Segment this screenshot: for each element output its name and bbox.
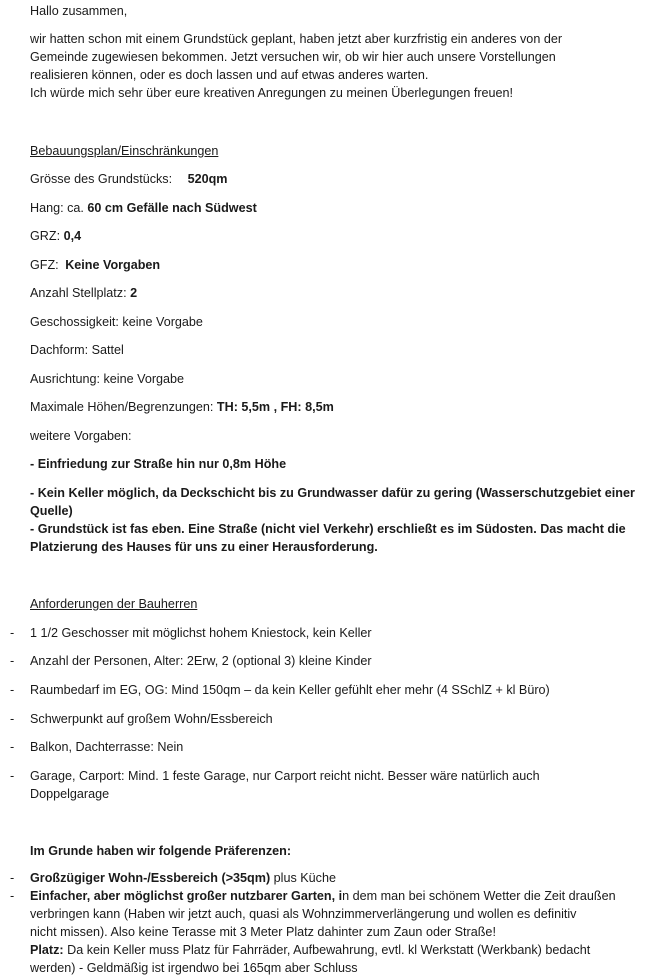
- praeferenz-3-bold: Platz:: [30, 943, 64, 957]
- groesse-value: 520qm: [187, 172, 228, 186]
- anforderung-item-6-cont: Doppelgarage: [30, 787, 110, 801]
- praeferenzen-heading: Im Grunde haben wir folgende Präferenzen:: [30, 844, 292, 858]
- bullet-1: -: [10, 626, 15, 640]
- hoehe-row: [30, 398, 334, 416]
- gfz-value: Keine Vorgaben: [65, 258, 161, 272]
- praeferenz-2: [30, 887, 616, 905]
- anforderung-item-2: Anzahl der Personen, Alter: 2Erw, 2 (optional 3) kleine Kinder: [30, 654, 372, 668]
- grz-value: 0,4: [63, 229, 82, 243]
- intro-line-3: realisieren können, oder es doch lassen und auf etwas anderes warten.: [30, 68, 429, 82]
- keller-line-1: - Kein Keller möglich, da Deckschicht bis zu Grundwasser dafür zu gering (Wasserschutzgebiet einer: [30, 486, 635, 500]
- dachform-row: Dachform: Sattel: [30, 343, 124, 357]
- bebauung-heading: Bebauungsplan/Einschränkungen: [30, 144, 219, 158]
- ausrichtung-row: Ausrichtung: keine Vorgabe: [30, 372, 185, 386]
- praeferenz-3: [30, 941, 590, 959]
- anforderung-item-1: 1 1/2 Geschosser mit möglichst hohem Kniestock, kein Keller: [30, 626, 372, 640]
- anforderungen-heading: Anforderungen der Bauherren: [30, 597, 198, 611]
- bullet-5: -: [10, 740, 15, 754]
- praeferenz-1-bold: Großzügiger Wohn-/Essbereich (>35qm): [30, 871, 271, 885]
- praeferenz-1-rest: plus Küche: [270, 871, 336, 885]
- groesse-row: [30, 170, 228, 188]
- intro-line-2: Gemeinde zugewiesen bekommen. Jetzt versuchen wir, ob wir hier auch unsere Vorstellungen: [30, 50, 556, 64]
- bullet-p2: -: [10, 889, 15, 903]
- stellplatz-label: Anzahl Stellplatz:: [30, 286, 127, 300]
- anforderung-item-5: Balkon, Dachterrasse: Nein: [30, 740, 184, 754]
- greeting: Hallo zusammen,: [30, 4, 128, 18]
- anforderung-item-3: Raumbedarf im EG, OG: Mind 150qm – da kein Keller gefühlt eher mehr (4 SSchlZ + kl Büro): [30, 683, 550, 697]
- hang-value: 60 cm Gefälle nach Südwest: [87, 201, 257, 215]
- stellplatz-row: [30, 284, 137, 302]
- weitere-label: weitere Vorgaben:: [30, 429, 132, 443]
- praeferenz-2-rest: n dem man bei schönem Wetter die Zeit draußen: [342, 889, 616, 903]
- eben-line-1: - Grundstück ist fas eben. Eine Straße (nicht viel Verkehr) erschließt es im Südosten. Das macht die: [30, 522, 626, 536]
- praeferenz-3-rest: Da kein Keller muss Platz für Fahrräder, Aufbewahrung, evtl. kl Werkstatt (Werkbank) bedacht: [63, 943, 591, 957]
- einfriedung-line: - Einfriedung zur Straße hin nur 0,8m Höhe: [30, 457, 287, 471]
- bullet-p1: -: [10, 871, 15, 885]
- praeferenz-2-line-2: verbringen kann (Haben wir jetzt auch, quasi als Wohnzimmerverlängerung und wollen es definitiv: [30, 907, 577, 921]
- eben-line-2: Platzierung des Hauses für uns zu einer Herausforderung.: [30, 540, 378, 554]
- grz-row: [30, 227, 81, 245]
- keller-line-2: Quelle): [30, 504, 73, 518]
- grz-label: GRZ:: [30, 229, 61, 243]
- stellplatz-value: 2: [130, 286, 138, 300]
- praeferenz-1: [30, 869, 336, 887]
- hang-row: [30, 199, 257, 217]
- hoehe-label: Maximale Höhen/Begrenzungen:: [30, 400, 214, 414]
- praeferenz-3-line-2: werden) - Geldmäßig ist irgendwo bei 165qm aber Schluss: [30, 961, 358, 975]
- bullet-3: -: [10, 683, 15, 697]
- hang-label: Hang: ca.: [30, 201, 84, 215]
- bullet-6: -: [10, 769, 15, 783]
- geschoss-row: Geschossigkeit: keine Vorgabe: [30, 315, 203, 329]
- praeferenz-2-line-3: nicht missen). Also keine Terasse mit 3 Meter Platz dahinter zum Zaun oder Straße!: [30, 925, 496, 939]
- anforderung-item-4: Schwerpunkt auf großem Wohn/Essbereich: [30, 712, 273, 726]
- anforderung-item-6: Garage, Carport: Mind. 1 feste Garage, nur Carport reicht nicht. Besser wäre natürlich auch: [30, 769, 540, 783]
- bullet-4: -: [10, 712, 15, 726]
- hoehe-value: TH: 5,5m , FH: 8,5m: [216, 400, 334, 414]
- gfz-row: [30, 256, 160, 274]
- groesse-label: Grösse des Grundstücks:: [30, 172, 173, 186]
- intro-line-4: Ich würde mich sehr über eure kreativen Anregungen zu meinen Überlegungen freuen!: [30, 86, 514, 100]
- intro-line-1: wir hatten schon mit einem Grundstück geplant, haben jetzt aber kurzfristig ein anderes von der: [30, 32, 563, 46]
- gfz-label: GFZ:: [30, 258, 59, 272]
- bullet-2: -: [10, 654, 15, 668]
- praeferenz-2-bold: Einfacher, aber möglichst großer nutzbarer Garten, i: [30, 889, 343, 903]
